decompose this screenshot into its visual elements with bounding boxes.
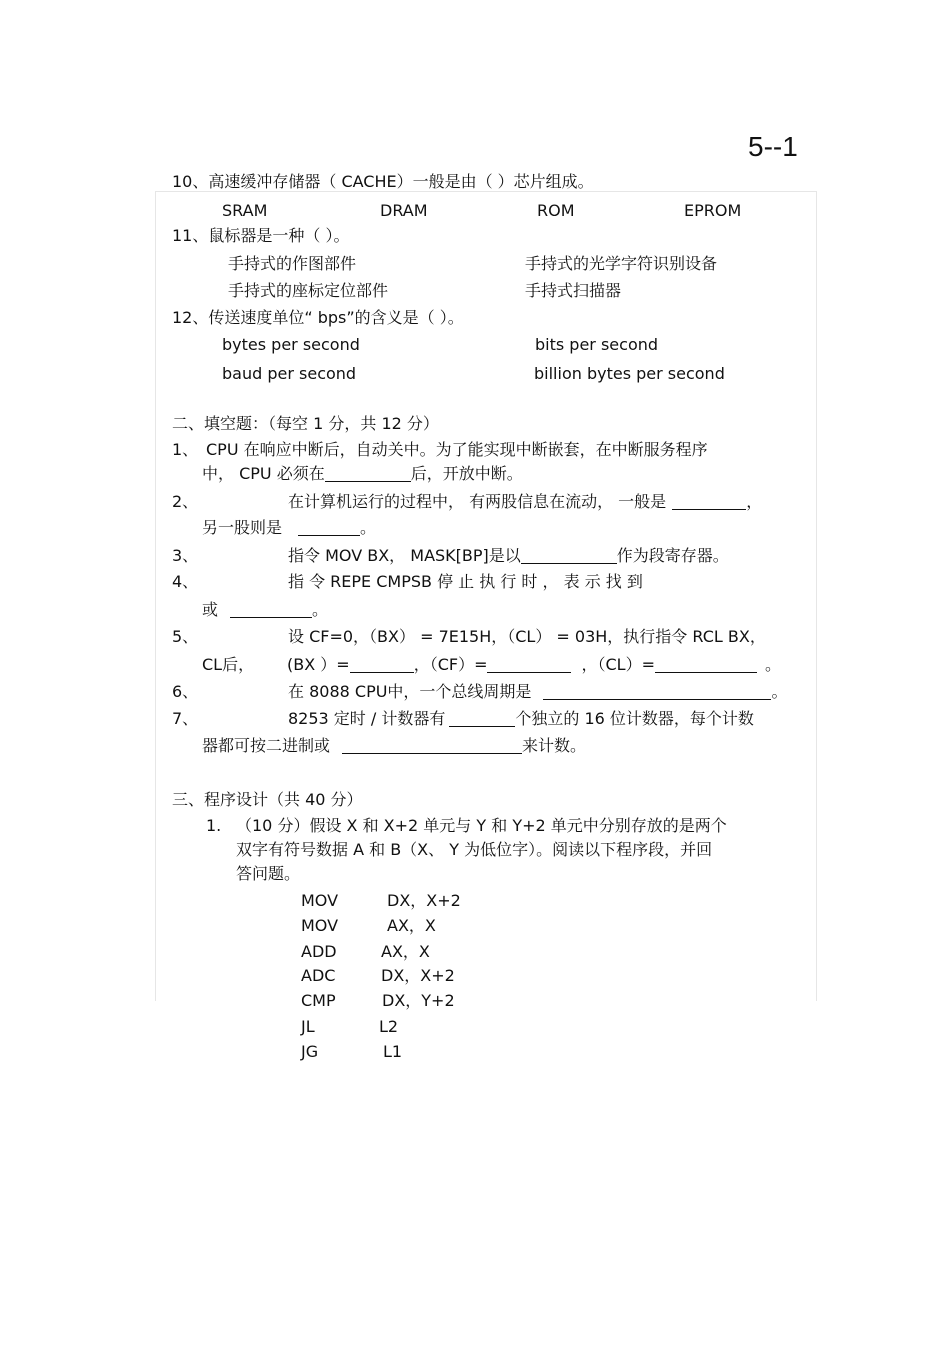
s3-q1-line3: 答问题。 [236,864,301,883]
s2-item5-cl2: ，（CL）= [581,655,655,674]
s2-item6-line1 [288,682,787,702]
q12-option-d: billion bytes per second [534,364,725,383]
code-line [301,1017,398,1037]
s3-q1-num: 1. [206,816,222,835]
code-op: JG [301,1042,319,1061]
code-line [301,916,436,936]
s2-item1-line1: CPU 在响应中断后，自动关中。为了能实现中断嵌套，在中断服务程序 [206,440,708,459]
s2-item2-text-b: ， [746,492,763,511]
code-line [301,891,461,911]
s2-item1-text-b: 后，开放中断。 [410,464,523,483]
fill-blank[interactable] [350,656,414,673]
code-line [301,942,430,962]
s2-item4-num: 4、 [172,572,199,591]
s2-item5-cf: ，（CF）= [413,655,488,674]
s2-item4-line2 [202,600,328,620]
section3-heading: 三、程序设计（共 40 分） [172,790,363,809]
code-line [301,991,455,1011]
s2-item1-num: 1、 [172,440,199,459]
q10-option-d: EPROM [684,201,742,220]
s2-item6-num: 6、 [172,682,199,701]
code-op: CMP [301,991,336,1010]
s2-item6-text-a: 在 8088 CPU中，一个总线周期是 [288,682,532,701]
code-arg: L1 [383,1042,403,1061]
s2-item1-line2 [202,464,523,484]
s2-item7-text-b: 个独立的 16 位计数器，每个计数 [515,709,754,728]
q10-option-b: DRAM [380,201,428,220]
q11-option-b: 手持式的光学字符识别设备 [525,254,718,273]
s2-item6-text-b: 。 [771,682,788,701]
s2-item7-line2 [202,736,586,756]
s2-item4-line1: 指 令 REPE CMPSB 停 止 执 行 时 ， 表 示 找 到 [288,572,643,591]
fill-blank[interactable] [543,683,771,700]
s2-item4-text-a: 或 [202,600,219,619]
s2-item5-num: 5、 [172,627,199,646]
s2-item5-bx: (BX ）= [287,655,350,674]
s2-item3-line1 [288,546,729,566]
q12-option-a: bytes per second [222,335,360,354]
code-arg: L2 [379,1017,399,1036]
s2-item7-text-a: 8253 定时 / 计数器有 [288,709,446,728]
s2-item3-num: 3、 [172,546,199,565]
s2-item5-end: 。 [764,655,781,674]
q11-option-a: 手持式的作图部件 [228,254,357,273]
s2-item1-text-a: 中， CPU 必须在 [202,464,325,483]
s2-item7-num: 7、 [172,709,199,728]
fill-blank[interactable] [521,547,617,564]
page-frame-left [155,191,156,1001]
s2-item2-line2 [202,518,376,538]
q12-stem: 12、传送速度单位“ bps”的含义是（ ）。 [172,308,464,327]
code-op: ADC [301,966,336,985]
code-arg: AX，X [381,942,430,961]
code-op: JL [301,1017,315,1036]
s2-item3-text-b: 作为段寄存器。 [616,546,729,565]
s2-item5-line1: 设 CF=0，（BX） = 7E15H，（CL） = 03H，执行指令 RCL BX， [288,627,766,646]
page-number: 5--1 [748,131,798,162]
s3-q1-line2: 双字有符号数据 A 和 B（X、 Y 为低位字）。阅读以下程序段，并回 [236,840,713,859]
s2-item4-text-b: 。 [312,600,329,619]
code-op: MOV [301,916,339,935]
fill-blank[interactable] [655,656,757,673]
code-op: ADD [301,942,337,961]
q11-option-c: 手持式的座标定位部件 [228,281,389,300]
s2-item5-line2 [287,655,781,675]
s2-item2-line1 [288,492,762,512]
q12-option-c: baud per second [222,364,357,383]
s2-item2-text-d: 。 [360,518,377,537]
q10-option-c: ROM [537,201,575,220]
s2-item2-text-c: 另一股则是 [202,518,283,537]
fill-blank[interactable] [449,710,515,727]
fill-blank[interactable] [325,465,411,482]
code-arg: DX，X+2 [387,891,461,910]
s2-item7-text-c: 器都可按二进制或 [202,736,331,755]
s2-item3-text-a: 指令 MOV BX， MASK[BP]是以 [288,546,521,565]
code-arg: DX，X+2 [381,966,455,985]
fill-blank[interactable] [298,519,360,536]
code-arg: AX，X [387,916,436,935]
q10-stem: 10、高速缓冲存储器（ CACHE）一般是由（ ）芯片组成。 [172,172,594,191]
code-line [301,966,455,986]
q11-stem: 11、鼠标器是一种（ ）。 [172,226,350,245]
q10-option-a: SRAM [222,201,268,220]
q12-option-b: bits per second [535,335,659,354]
code-line [301,1042,402,1062]
fill-blank[interactable] [672,493,746,510]
s2-item7-text-d: 来计数。 [522,736,587,755]
s3-q1-line1: （10 分）假设 X 和 X+2 单元与 Y 和 Y+2 单元中分别存放的是两个 [236,816,727,835]
fill-blank[interactable] [342,737,522,754]
section2-heading: 二、填空题：（每空 1 分，共 12 分） [172,414,439,433]
code-op: MOV [301,891,339,910]
code-arg: DX，Y+2 [382,991,455,1010]
s2-item5-cl: CL后， [202,655,255,674]
s2-item2-num: 2、 [172,492,199,511]
s2-item7-line1 [288,709,754,729]
q11-option-d: 手持式扫描器 [525,281,622,300]
page-frame-right [816,191,817,1001]
fill-blank[interactable] [230,601,312,618]
s2-item2-text-a: 在计算机运行的过程中， 有两股信息在流动， 一般是 [288,492,667,511]
fill-blank[interactable] [487,656,571,673]
